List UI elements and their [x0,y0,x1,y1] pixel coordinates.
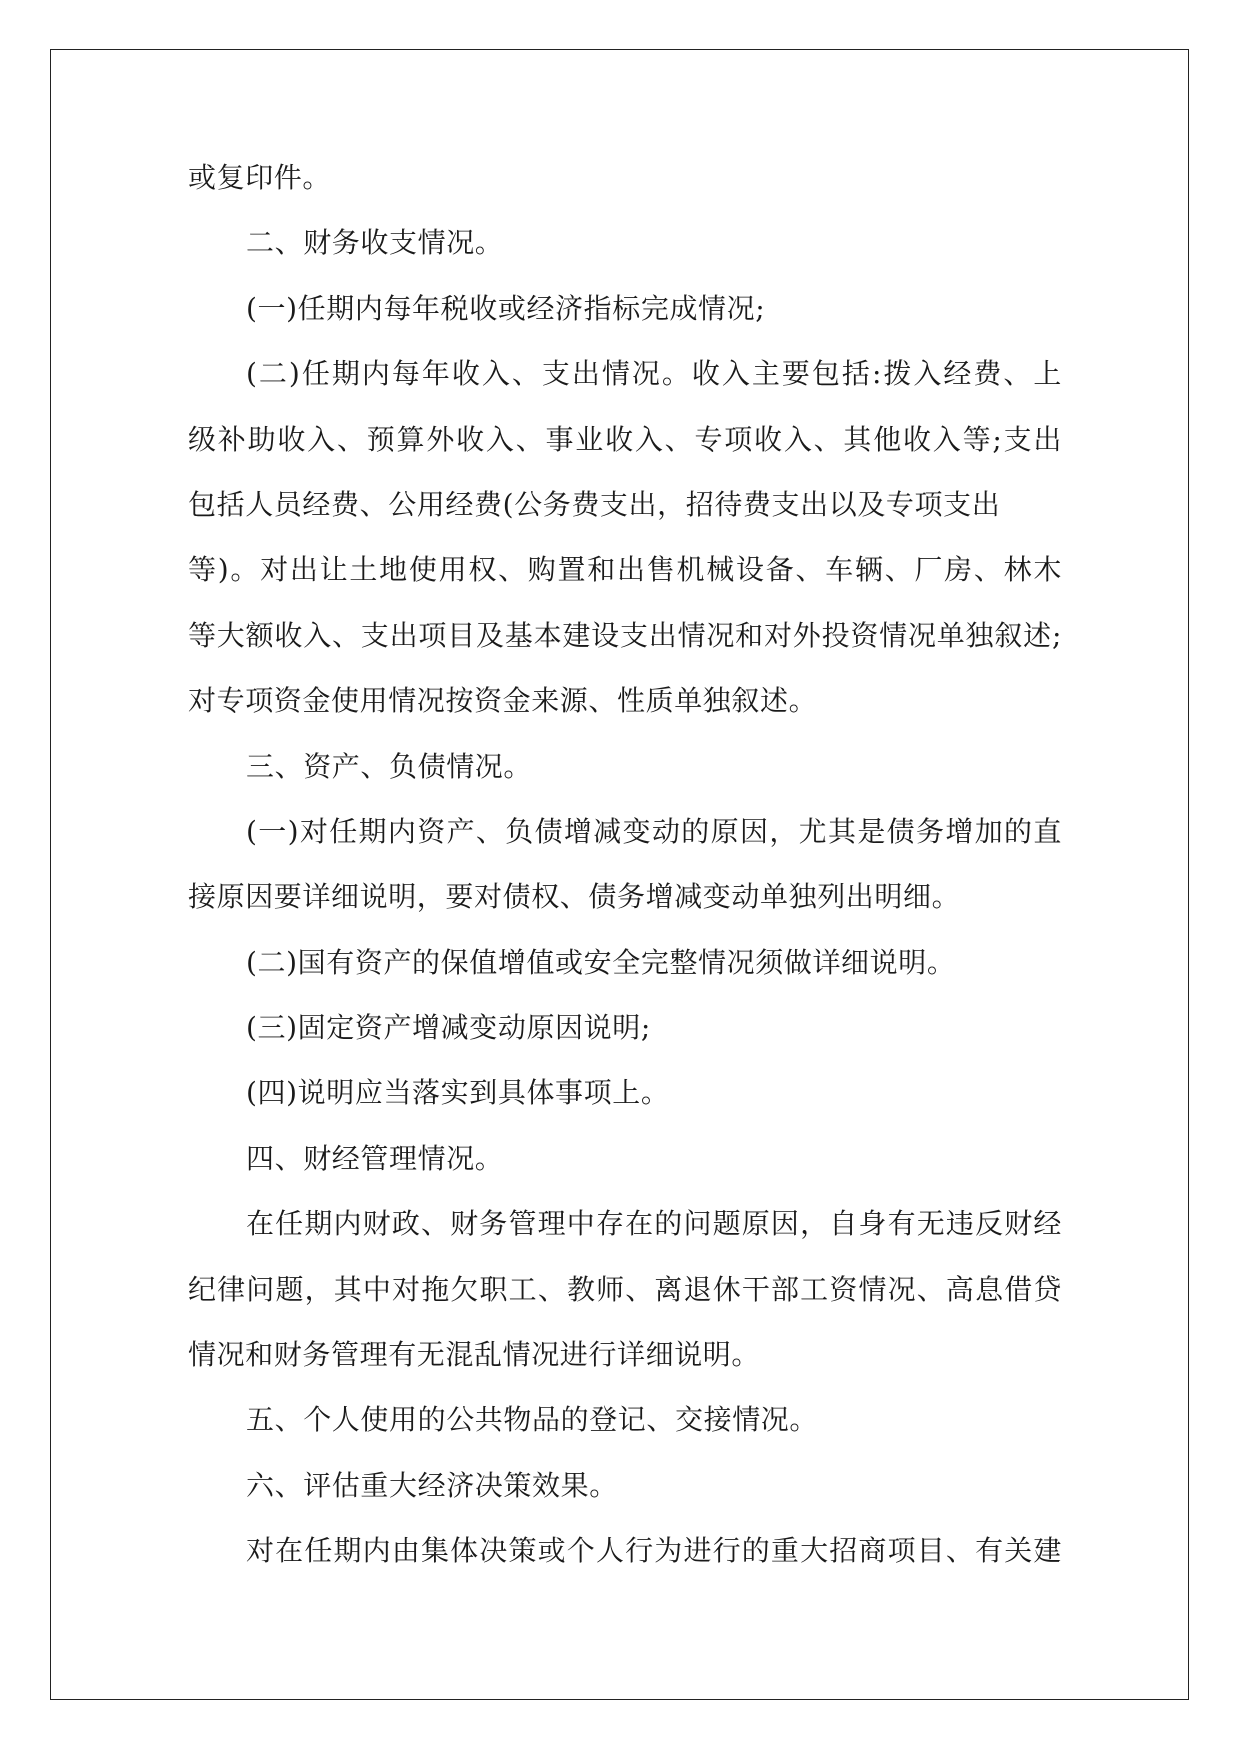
text-line: (四)说明应当落实到具体事项上。 [246,1076,670,1110]
text-line: 或复印件。 [188,161,332,194]
text-line: 等)。对出让土地使用权、购置和出售机械设备、车辆、厂房、林木 [188,553,1062,587]
section-heading: 六、评估重大经济决策效果。 [246,1468,618,1502]
text-line: (二)国有资产的保值增值或安全完整情况须做详细说明。 [246,945,956,979]
text-line: (一)任期内每年税收或经济指标完成情况; [246,291,766,325]
text-line: 在任期内财政、财务管理中存在的问题原因，自身有无违反财经 [246,1207,1062,1241]
text-line: 包括人员经费、公用经费(公务费支出，招待费支出以及专项支出 [188,487,1001,521]
text-line: (二)任期内每年收入、支出情况。收入主要包括:拨入经费、上 [246,357,1062,391]
text-line: (三)固定资产增减变动原因说明; [246,1011,651,1045]
text-line: 接原因要详细说明，要对债权、债务增减变动单独列出明细。 [188,880,961,914]
text-line: 纪律问题，其中对拖欠职工、教师、离退休干部工资情况、高息借贷 [188,1272,1062,1306]
text-line: 对在任期内由集体决策或个人行为进行的重大招商项目、有关建 [246,1534,1062,1568]
section-heading: 二、财务收支情况。 [246,226,504,260]
text-line: 对专项资金使用情况按资金来源、性质单独叙述。 [188,684,818,718]
text-line: 等大额收入、支出项目及基本建设支出情况和对外投资情况单独叙述; [188,618,1062,652]
section-heading: 三、资产、负债情况。 [246,749,533,783]
section-heading: 五、个人使用的公共物品的登记、交接情况。 [246,1403,819,1437]
section-heading: 四、财经管理情况。 [246,1141,504,1175]
text-line: 情况和财务管理有无混乱情况进行详细说明。 [188,1338,761,1372]
text-line: (一)对任期内资产、负债增减变动的原因，尤其是债务增加的直 [246,814,1062,848]
text-line: 级补助收入、预算外收入、事业收入、专项收入、其他收入等;支出 [188,422,1062,456]
document-body [188,158,1062,1597]
